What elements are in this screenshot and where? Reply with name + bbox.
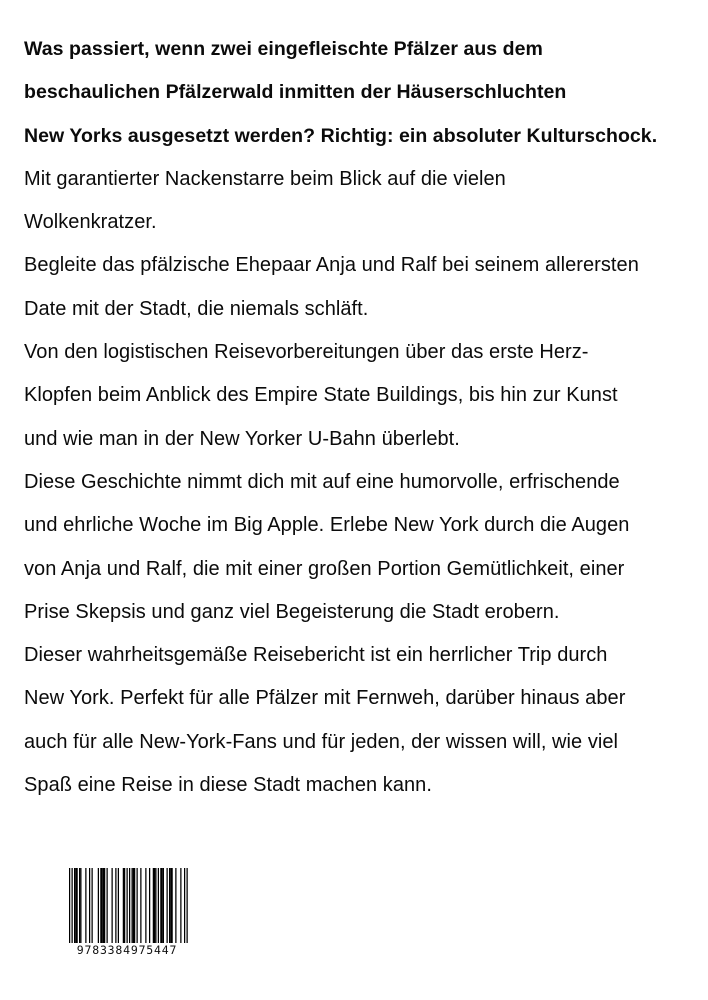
isbn-digits: 9783384975447	[57, 943, 197, 957]
blurb-line-5: Wolkenkratzer.	[24, 211, 157, 234]
barcode-bar	[137, 868, 138, 944]
blurb-line-3: New Yorks ausgesetzt werden? Richtig: ein absoluter Kulturschock.	[24, 124, 658, 147]
blurb-line-14: Prise Skepsis und ganz viel Begeisterung die Stadt erobern.	[24, 600, 560, 623]
barcode-bar	[180, 868, 181, 944]
barcode-bar	[118, 868, 119, 944]
barcode-bar	[103, 868, 104, 944]
blurb-line-2: beschaulichen Pfälzerwald inmitten der Häuserschluchten	[24, 81, 567, 104]
blurb-line-16: New York. Perfekt für alle Pfälzer mit Fernweh, darüber hinaus aber	[24, 687, 626, 710]
blurb-line-18: Spaß eine Reise in diese Stadt machen kann.	[24, 774, 432, 797]
barcode-bar	[115, 868, 116, 944]
barcode-bar	[112, 868, 113, 944]
barcode-bar	[153, 868, 154, 944]
barcode-bar	[69, 868, 70, 954]
barcode-bar	[158, 868, 159, 944]
barcode-bar	[75, 868, 76, 944]
blurb-line-13: von Anja und Ralf, die mit einer großen Portion Gemütlichkeit, einer	[24, 557, 625, 580]
blurb-line-4: Mit garantierter Nackenstarre beim Blick auf die vielen	[24, 167, 506, 190]
barcode-bar	[149, 868, 150, 944]
barcode-bar	[154, 868, 155, 944]
blurb-line-15: Dieser wahrheitsgemäße Reisebericht ist ein herrlicher Trip durch	[24, 644, 608, 667]
barcode-bar	[102, 868, 103, 944]
barcode-bar	[72, 868, 73, 954]
barcode-bar	[129, 868, 130, 954]
barcode-bar	[89, 868, 90, 944]
isbn-barcode	[57, 866, 197, 962]
barcode-bar	[132, 868, 133, 944]
barcode-bar	[104, 868, 105, 944]
barcode-bar	[172, 868, 173, 944]
barcode-bar	[80, 868, 81, 944]
blurb-line-6: Begleite das pfälzische Ehepaar Anja und Ralf bei seinem allerersten	[24, 254, 639, 277]
back-cover-blurb	[24, 28, 694, 807]
barcode-bar	[187, 868, 188, 954]
barcode-bar	[100, 868, 101, 944]
barcode-bar	[74, 868, 75, 944]
barcode-bar	[163, 868, 164, 944]
barcode-bar	[170, 868, 171, 944]
barcode-bar	[134, 868, 135, 944]
blurb-line-1: Was passiert, wenn zwei eingefleischte Pfälzer aus dem	[24, 38, 543, 60]
barcode-bar	[107, 868, 108, 944]
barcode-bar	[124, 868, 125, 944]
blurb-line-10: und wie man in der New Yorker U-Bahn überlebt.	[24, 427, 460, 450]
barcode-bar	[162, 868, 163, 944]
barcode-bar	[145, 868, 146, 944]
blurb-line-11: Diese Geschichte nimmt dich mit auf eine humorvolle, erfrischende	[24, 470, 620, 493]
barcode-bar	[155, 868, 156, 944]
barcode-bar	[140, 868, 141, 944]
blurb-line-7: Date mit der Stadt, die niemals schläft.	[24, 297, 369, 320]
blurb-line-17: auch für alle New-York-Fans und für jeden, der wissen will, wie viel	[24, 730, 619, 753]
barcode-bar	[175, 868, 176, 944]
blurb-line-12: und ehrliche Woche im Big Apple. Erlebe New York durch die Augen	[24, 514, 630, 537]
barcode-bar	[123, 868, 124, 944]
barcode-bar	[85, 868, 86, 944]
barcode-bar	[167, 868, 168, 944]
barcode-bar	[184, 868, 185, 954]
barcode-bar	[79, 868, 80, 944]
barcode-bar	[98, 868, 99, 944]
barcode-bar	[133, 868, 134, 944]
barcode-bar	[160, 868, 161, 944]
blurb-line-8: Von den logistischen Reisevorbereitungen über das erste Herz-	[24, 341, 589, 364]
barcode-bar	[92, 868, 93, 944]
barcode-bar	[127, 868, 128, 954]
blurb-line-9: Klopfen beim Anblick des Empire State Buildings, bis hin zur Kunst	[24, 384, 618, 407]
barcode-bar	[169, 868, 170, 944]
barcode-bar	[77, 868, 78, 944]
